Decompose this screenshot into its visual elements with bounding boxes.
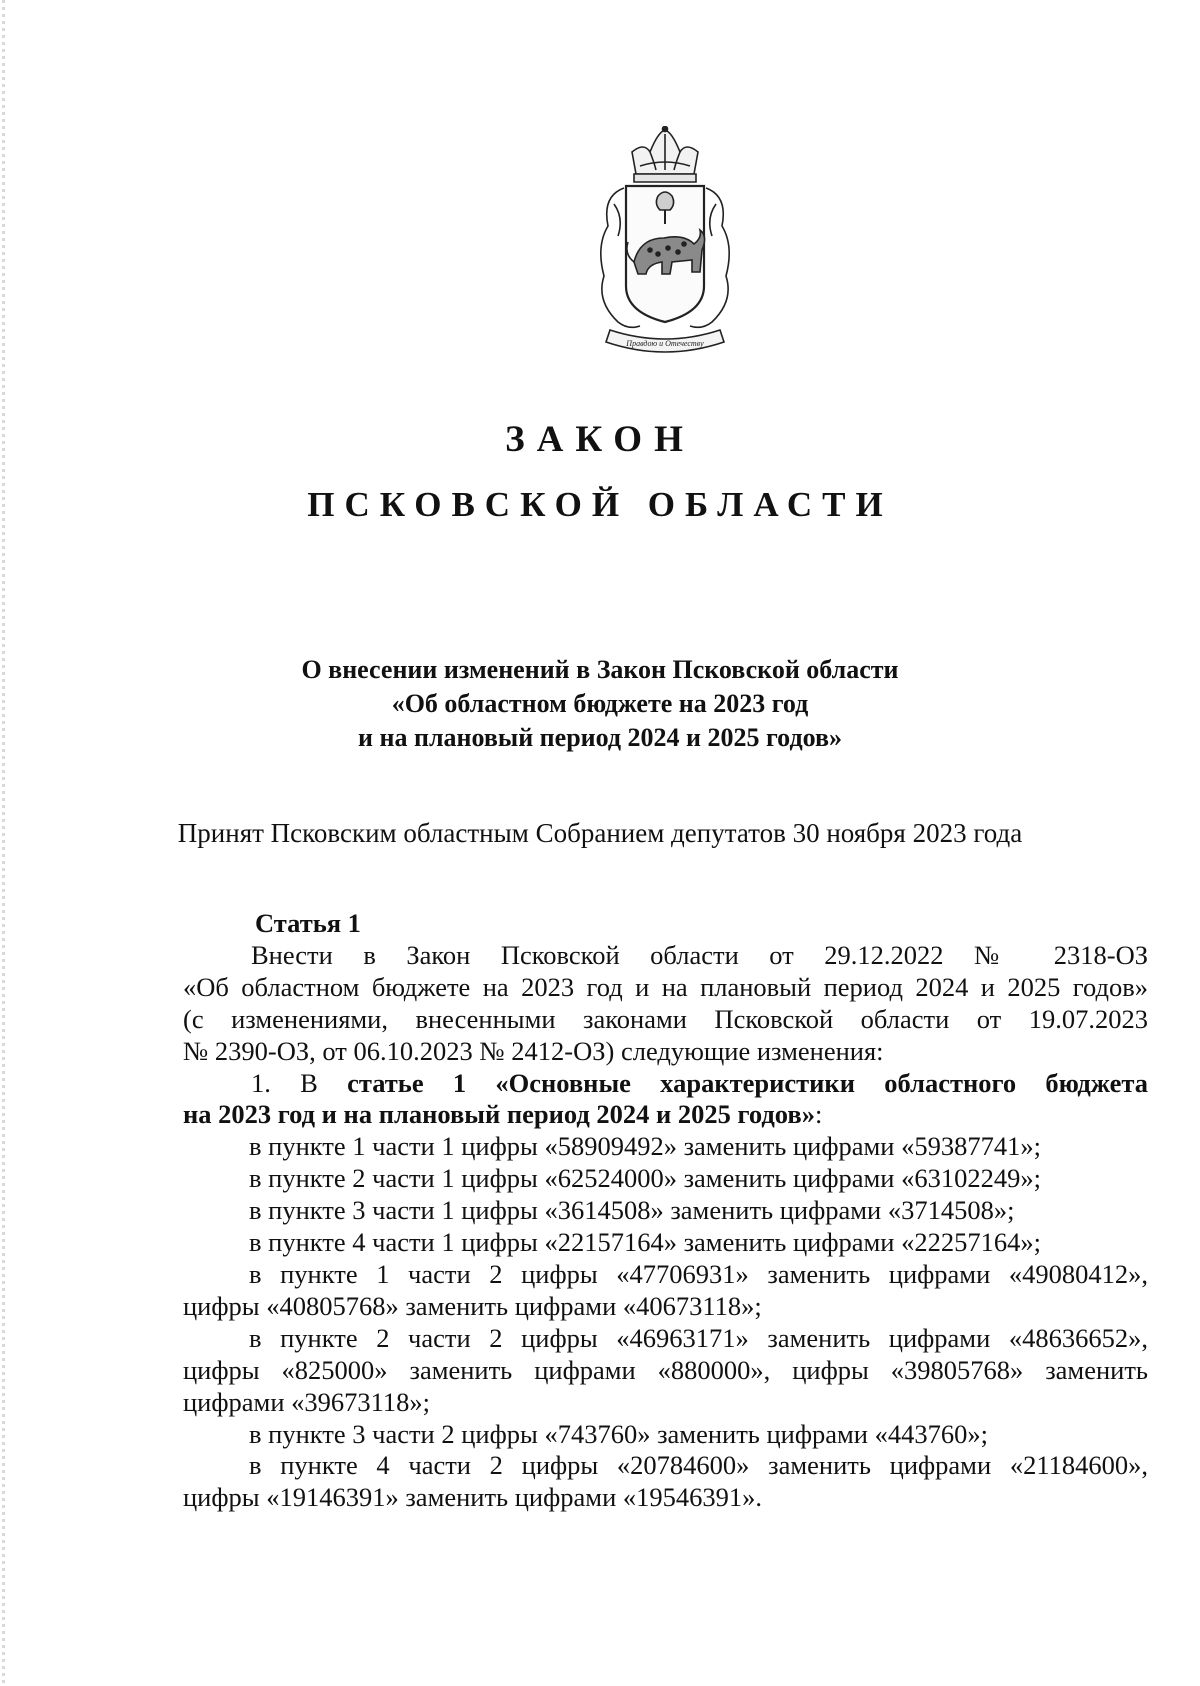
item-heading-line: [183, 1068, 1148, 1100]
change-line: в пункте 4 части 1 цифры «22157164» заменить цифрами «22257164»;: [249, 1227, 1041, 1258]
item-title: статье 1 «Основные характеристики областного бюджета: [347, 1067, 1148, 1098]
paragraph-line: № 2390-ОЗ, от 06.10.2023 № 2412-ОЗ) следующие изменения:: [183, 1035, 884, 1066]
change-line: в пункте 1 части 2 цифры «47706931» заменить цифрами «49080412»,: [249, 1258, 1148, 1289]
crest-motto: Правдою и Отечеству: [626, 339, 704, 348]
paragraph-line: «Об областном бюджете на 2023 год и на плановый период 2024 и 2025 годов»: [183, 971, 1148, 1002]
change-line: в пункте 3 части 1 цифры «3614508» заменить цифрами «3714508»;: [249, 1195, 1015, 1226]
change-line: цифры «40805768» заменить цифрами «40673118»;: [183, 1290, 762, 1321]
law-title: ЗАКОН: [505, 419, 695, 460]
subject-line: «Об областном бюджете на 2023 год: [391, 689, 809, 718]
change-line: в пункте 2 части 1 цифры «62524000» заменить цифрами «63102249»;: [249, 1163, 1041, 1194]
paragraph-line: (с изменениями, внесенными законами Псковской области от 19.07.2023: [183, 1003, 1148, 1034]
article-heading: Статья 1: [255, 908, 361, 938]
change-line: в пункте 1 части 1 цифры «58909492» заменить цифрами «59387741»;: [249, 1131, 1041, 1162]
coat-of-arms-icon: [584, 126, 746, 364]
item-prefix: В: [300, 1067, 318, 1098]
item-title: на 2023 год и на плановый период 2024 и 2025 годов»: [183, 1099, 815, 1130]
subject-line: О внесении изменений в Закон Псковской области: [301, 655, 899, 684]
change-line: цифры «19146391» заменить цифрами «19546391».: [183, 1482, 763, 1513]
paragraph-line: Внести в Закон Псковской области от 29.12.2022 № 2318-ОЗ: [251, 939, 1148, 970]
item-number: 1.: [251, 1067, 271, 1098]
article-body: [183, 908, 1148, 1514]
change-line: в пункте 2 части 2 цифры «46963171» заменить цифрами «48636652»,: [249, 1322, 1148, 1353]
change-line: в пункте 3 части 2 цифры «743760» заменить цифрами «443760»;: [249, 1418, 988, 1449]
adoption-statement: Принят Псковским областным Собранием депутатов 30 ноября 2023 года: [177, 818, 1023, 848]
law-region-title: ПСКОВСКОЙ ОБЛАСТИ: [307, 485, 893, 524]
change-line: в пункте 4 части 2 цифры «20784600» заменить цифрами «21184600»,: [249, 1450, 1148, 1481]
item-colon: :: [814, 1099, 823, 1130]
law-subject: [0, 653, 1200, 755]
change-line: цифрами «39673118»;: [183, 1386, 431, 1417]
subject-line: и на плановый период 2024 и 2025 годов»: [358, 723, 842, 752]
item-heading-line: [183, 1099, 1148, 1131]
change-line: цифры «825000» заменить цифрами «880000», цифры «39805768» заменить: [183, 1354, 1148, 1385]
